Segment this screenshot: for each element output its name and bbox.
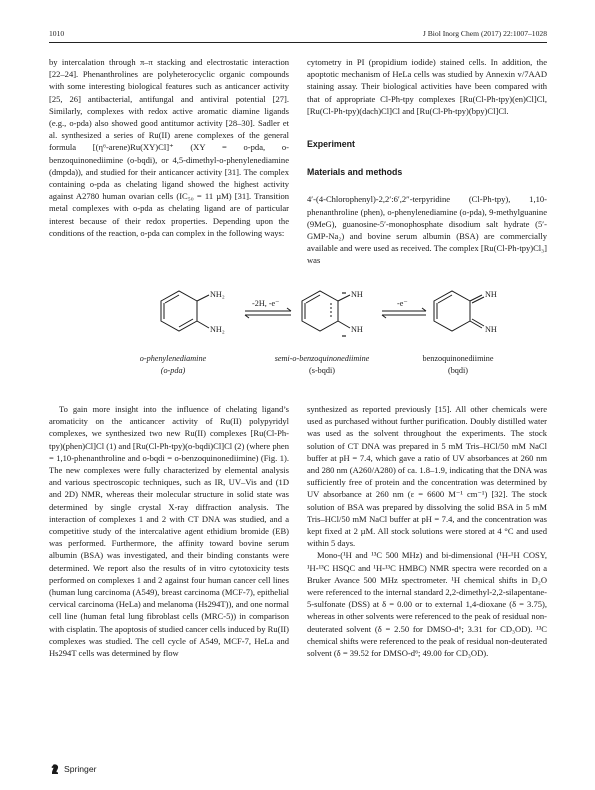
bond bbox=[197, 321, 209, 328]
imine-group-label: NH bbox=[351, 325, 363, 334]
reaction-scheme-drawing bbox=[49, 285, 547, 355]
bond bbox=[338, 295, 350, 301]
compound-name: benzoquinonediimine bbox=[422, 354, 494, 363]
semiquinone-ring bbox=[302, 291, 338, 331]
imine-double-bond bbox=[472, 319, 484, 326]
amine-group-label: NH₂ bbox=[210, 290, 225, 299]
double-bond bbox=[438, 295, 452, 303]
header-rule bbox=[49, 42, 547, 43]
imine-double-bond bbox=[472, 297, 484, 303]
compound-label-sbqdi bbox=[247, 353, 397, 376]
column-right-bottom bbox=[307, 403, 547, 659]
column-right-top bbox=[307, 56, 547, 267]
bond bbox=[470, 295, 482, 301]
column-left-bottom bbox=[49, 403, 289, 659]
double-bond bbox=[165, 295, 179, 303]
bond bbox=[338, 321, 350, 328]
paragraph: Mono-(¹H and ¹³C 500 MHz) and bi-dimensional (¹H-¹H COSY, ¹H-¹³C HSQC and ¹H-¹³C HMBC) NMR spectra were recorded on a Bruker Avance 500 MHz spectrometer. ¹H chemical shifts in D₂O were referenced to the internal standard 2,2-dimethyl-2,2-silapentane-5-sulfonate (DSS) at δ = 0.00 or to external 1,4-dioxane (δ = 3.75), whereas in other solvents were referenced to the peak of residual non-deuterated solvent (δ = 2.50 for DMSO-d⁶; 3.31 for CD₃OD). ¹³C chemical shifts were referenced to the peak of residual non-deuterated solvent (δ = 39.52 for DMSO-d⁶; 49.00 for CD₃OD). bbox=[307, 550, 547, 659]
compound-label-bqdi bbox=[399, 353, 517, 376]
imine-group-label: NH bbox=[485, 290, 497, 299]
compound-abbreviation: (o-pda) bbox=[160, 365, 186, 375]
subsection-heading-materials: Materials and methods bbox=[307, 167, 403, 178]
springer-chess-knight-icon bbox=[49, 763, 61, 775]
compound-label-opda bbox=[115, 353, 231, 376]
section-heading-experiment: Experiment bbox=[307, 139, 355, 150]
paragraph: cytometry in PI (propidium iodide) stained cells. In addition, the apoptotic mechanism of HeLa cells was studied by Annexin v/7AAD staining assay. Their biological activities have been compared with that of appropriate Cl-Ph-tpy complexes [Ru(Cl-Ph-tpy)(en)Cl]Cl, [Ru(Cl-Ph-tpy)(dach)Cl]Cl and [Ru(Cl-Ph-tpy)(bpy)Cl]Cl. bbox=[307, 57, 547, 116]
benzene-ring bbox=[161, 291, 197, 331]
reaction-scheme bbox=[49, 285, 547, 393]
double-bond bbox=[306, 295, 320, 303]
compound-name: semi-o-benzoquinonediimine bbox=[274, 354, 370, 363]
paragraph: by intercalation through π–π stacking and electrostatic interaction [22–24]. Phenanthrolines are polyheterocyclic organic compounds with some interesting biological features such as anticancer activity [25, 26] antibacterial, antifungal and antiviral potential [27]. Similarly, complexes with redox active aromatic diamine ligands (e.g., o-pda) also showed good antitumor activity [28–30]. Sadler et al. synthesized a series of Ru(II) arene complexes of the general formula [(η⁶-arene)Ru(XY)Cl]⁺ (XY = o-pda, o-benzoquinonediimine (o-bqdi), or 4,5-dimethyl-o-phenylenediamine (dmpda)), and studied for their anticancer activity [31]. The complex containing o-pda as chelating ligand showed the highest activity against A2780 human ovarian cells (IC₅₀ = 11 µM) [31]. Transition metal complexes with o-pda as chelating ligand are of particular interest because of their redox properties. Depending upon the conditions of the reaction, o-pda can complex in the following ways: bbox=[49, 57, 289, 238]
compound-name: o-phenylenediamine bbox=[139, 354, 207, 363]
compound-abbreviation: (bqdi) bbox=[447, 365, 468, 375]
amine-group-label: NH₂ bbox=[210, 325, 225, 334]
reaction-condition-label: -2H, -e⁻ bbox=[252, 299, 280, 308]
bond bbox=[197, 295, 209, 301]
publisher-footer bbox=[49, 763, 96, 775]
lone-pair-dot bbox=[344, 292, 346, 294]
double-bond bbox=[179, 319, 193, 327]
column-left-top bbox=[49, 56, 289, 239]
quinone-ring bbox=[434, 291, 470, 331]
paragraph: To gain more insight into the influence of chelating ligand’s aromaticity on the anticancer activity of Ru(II) polypyridyl complexes, we synthesized two new Ru(II) complexes [Ru(Cl-Ph-tpy)(phen)Cl]Cl (1) and [Ru(Cl-Ph-tpy)(o-bqdi)Cl]Cl (2) (where phen = 1,10-phenanthroline and o-bqdi = o-benzoquinonediimine) (Fig. 1). The new complexes were fully characterized by elemental analysis and various spectroscopic techniques, such as IR, UV–Vis and (1D and 2D) NMR, whereas their molecular structure in solid state was determined by single crystal X-ray diffraction analysis. The interaction of complexes 1 and 2 with CT DNA was studied, and a competitive study of the intercalative agent ethidium bromide (EB) was performed. Furthermore, the affinity toward bovine serum albumin (BSA) was investigated, and their binding constants were determined. We report also the results of in vitro cytotoxicity tests performed on complexes 1 and 2 against four human cancer cell lines (human lung carcinoma (A549), breast carcinoma (MCF-7), epithelial cervical carcinoma (HeLa) and melanoma (Hs294T)), and one normal cell line (human fetal lung fibroblast cells (MRC-5)) in comparison with cisplatin. The apoptosis of studied cancer cells induced by Ru(II) complexes was studied. The cell cycle of A549, MCF-7, HeLa and Hs294T cells was determined by flow bbox=[49, 404, 289, 659]
imine-group-label: NH bbox=[351, 290, 363, 299]
paragraph: 4′-(4-Chlorophenyl)-2,2′:6′,2″-terpyridine (Cl-Ph-tpy), 1,10-phenanthroline (phen), o-phenylenediamine (o-pda), 9-methylguanine (9MeG), guanosine-5′-monophosphate disodium salt hydrate (5′-GMP-Na₂) and bovine serum albumin (BSA) are commercially available and were used as received. The complex [Ru(Cl-Ph-tpy)Cl₃] was bbox=[307, 194, 547, 266]
lone-pair-dot bbox=[342, 335, 344, 337]
page-number: 1010 bbox=[49, 29, 65, 38]
publisher-name: Springer bbox=[64, 764, 97, 774]
lone-pair-dot bbox=[344, 335, 346, 337]
lone-pair-dot bbox=[342, 292, 344, 294]
paragraph: synthesized as reported previously [15]. All other chemicals were used as purchased without further purification. Doubly distilled water was used as the solvent throughout the experiments. The stock solution of CT DNA was prepared in 5 mM Tris–HCl/50 mM NaCl buffer at pH = 7.4, which gave a ratio of UV absorbances at 260 nm and 280 nm (A260/A280) of ca. 1.8–1.9, indicating that the DNA was sufficiently free of protein and the concentration was determined by UV absorbance at 260 nm (ε = 6600 M⁻¹ cm⁻¹) [32]. The stock solution of BSA was prepared by dissolving the solid BSA in 5 mM Tris–HCl/50 mM NaCl buffer at pH = 7.4, and the concentration was kept fixed at 2 µM. All stock solutions were stored at 4 °C and used within 5 days. bbox=[307, 404, 547, 549]
imine-group-label: NH bbox=[485, 325, 497, 334]
compound-abbreviation: (s-bqdi) bbox=[309, 365, 335, 375]
reaction-condition-label: -e⁻ bbox=[397, 299, 408, 308]
journal-citation: J Biol Inorg Chem (2017) 22:1007–1028 bbox=[422, 29, 547, 38]
bond bbox=[470, 321, 482, 328]
